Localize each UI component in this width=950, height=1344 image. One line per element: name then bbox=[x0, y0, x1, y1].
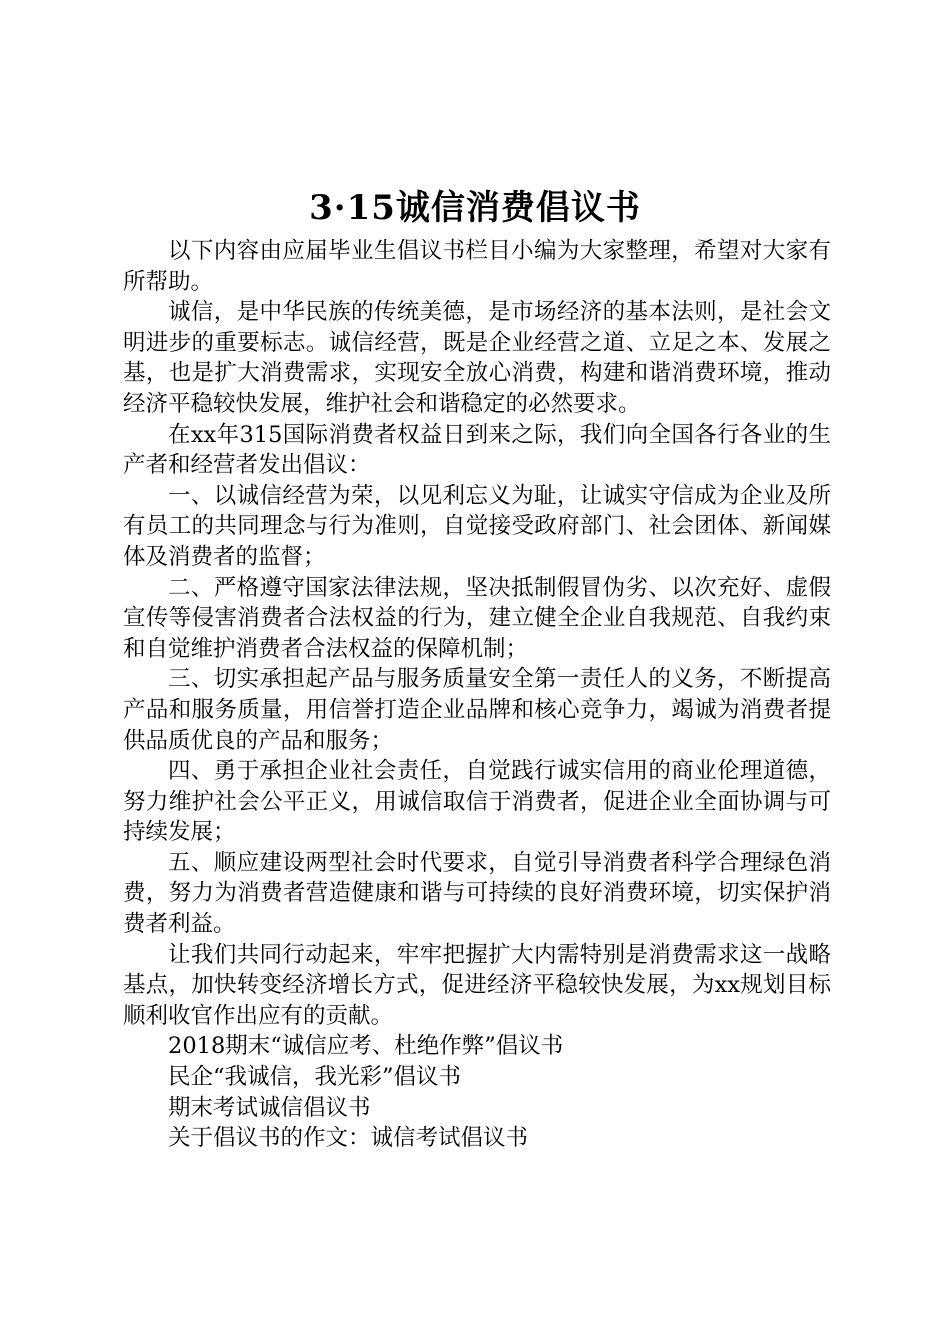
document-title: 3·15诚信消费倡议书 bbox=[309, 188, 641, 228]
proposal-item-1: 一、以诚信经营为荣，以见利忘义为耻，让诚实守信成为企业及所有员工的共同理念与行为准则，自觉接受政府部门、社会团体、新闻媒体及消费者的监督； bbox=[123, 482, 831, 570]
related-links-list bbox=[123, 1031, 831, 1153]
paragraph: 在xx年315国际消费者权益日到来之际，我们向全国各行各业的生产者和经营者发出倡议： bbox=[123, 421, 831, 479]
related-link[interactable]: 2018期末“诚信应考、杜绝作弊”倡议书 bbox=[168, 1033, 564, 1060]
document-body bbox=[123, 236, 831, 1154]
related-link[interactable]: 民企“我诚信，我光彩”倡议书 bbox=[168, 1064, 462, 1091]
intro-paragraph: 以下内容由应届毕业生倡议书栏目小编为大家整理，希望对大家有所帮助。 bbox=[123, 238, 831, 295]
paragraph: 诚信，是中华民族的传统美德，是市场经济的基本法则，是社会文明进步的重要标志。诚信经营，既是企业经营之道、立足之本、发展之基，也是扩大消费需求，实现安全放心消费，构建和谐消费环境，推动经济平稳较快发展，维护社会和谐稳定的必然要求。 bbox=[123, 299, 831, 417]
proposal-item-2: 二、严格遵守国家法律法规，坚决抵制假冒伪劣、以次充好、虚假宣传等侵害消费者合法权益的行为，建立健全企业自我规范、自我约束和自觉维护消费者合法权益的保障机制； bbox=[123, 574, 831, 662]
closing-paragraph: 让我们共同行动起来，牢牢把握扩大内需特别是消费需求这一战略基点，加快转变经济增长方式，促进经济平稳较快发展，为xx规划目标顺利收官作出应有的贡献。 bbox=[123, 941, 831, 1029]
related-link[interactable]: 期末考试诚信倡议书 bbox=[168, 1094, 371, 1121]
proposal-item-4: 四、勇于承担企业社会责任，自觉践行诚实信用的商业伦理道德，努力维护社会公平正义，用诚信取信于消费者，促进企业全面协调与可持续发展； bbox=[123, 758, 831, 846]
proposal-item-3: 三、切实承担起产品与服务质量安全第一责任人的义务，不断提高产品和服务质量，用信誉打造企业品牌和核心竞争力，竭诚为消费者提供品质优良的产品和服务； bbox=[123, 666, 831, 754]
proposal-item-5: 五、顺应建设两型社会时代要求，自觉引导消费者科学合理绿色消费，努力为消费者营造健康和谐与可持续的良好消费环境，切实保护消费者利益。 bbox=[123, 849, 831, 938]
related-link[interactable]: 关于倡议书的作文：诚信考试倡议书 bbox=[168, 1125, 529, 1152]
